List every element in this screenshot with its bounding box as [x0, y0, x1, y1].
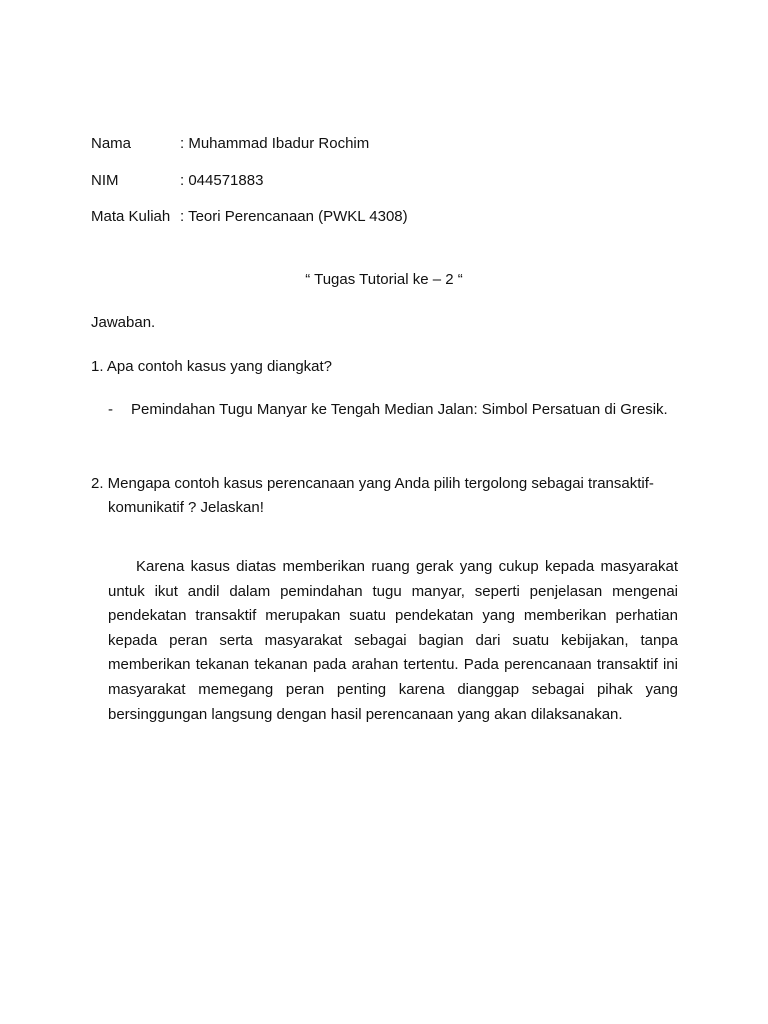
- course-label: Mata Kuliah: [91, 208, 171, 225]
- assignment-title: “ Tugas Tutorial ke – 2 “: [305, 271, 463, 288]
- nim-value: : 044571883: [180, 172, 264, 189]
- question-1-answer: Pemindahan Tugu Manyar ke Tengah Median Jalan: Simbol Persatuan di Gresik.: [131, 401, 668, 418]
- question-1: 1. Apa contoh kasus yang diangkat?: [91, 358, 333, 375]
- answer-heading: Jawaban.: [91, 314, 156, 331]
- name-label: Nama: [91, 135, 132, 152]
- nim-label: NIM: [91, 172, 119, 189]
- bullet-dash: -: [108, 401, 113, 418]
- course-value: : Teori Perencanaan (PWKL 4308): [180, 208, 408, 225]
- name-value: : Muhammad Ibadur Rochim: [180, 135, 370, 152]
- question-2-line-1: 2. Mengapa contoh kasus perencanaan yang Anda pilih tergolong sebagai transaktif-: [91, 475, 654, 492]
- question-2-line-2: komunikatif ? Jelaskan!: [108, 499, 264, 516]
- question-2-answer-paragraph: Karena kasus diatas memberikan ruang gerak yang cukup kepada masyarakat untuk ikut andil dalam pemindahan tugu manyar, seperti penjelasan mengenai pendekatan transaktif merupakan suatu pendekatan yang memberikan perhatian kepada peran serta masyarakat sebagai bagian dari suatu kebijakan, tanpa memberikan tekanan tekanan pada arahan tertentu. Pada perencanaan transaktif ini masyarakat memegang peran penting karena dianggap sebagai pihak yang bersinggungan langsung dengan hasil perencanaan yang akan dilaksanakan.: [108, 558, 678, 723]
